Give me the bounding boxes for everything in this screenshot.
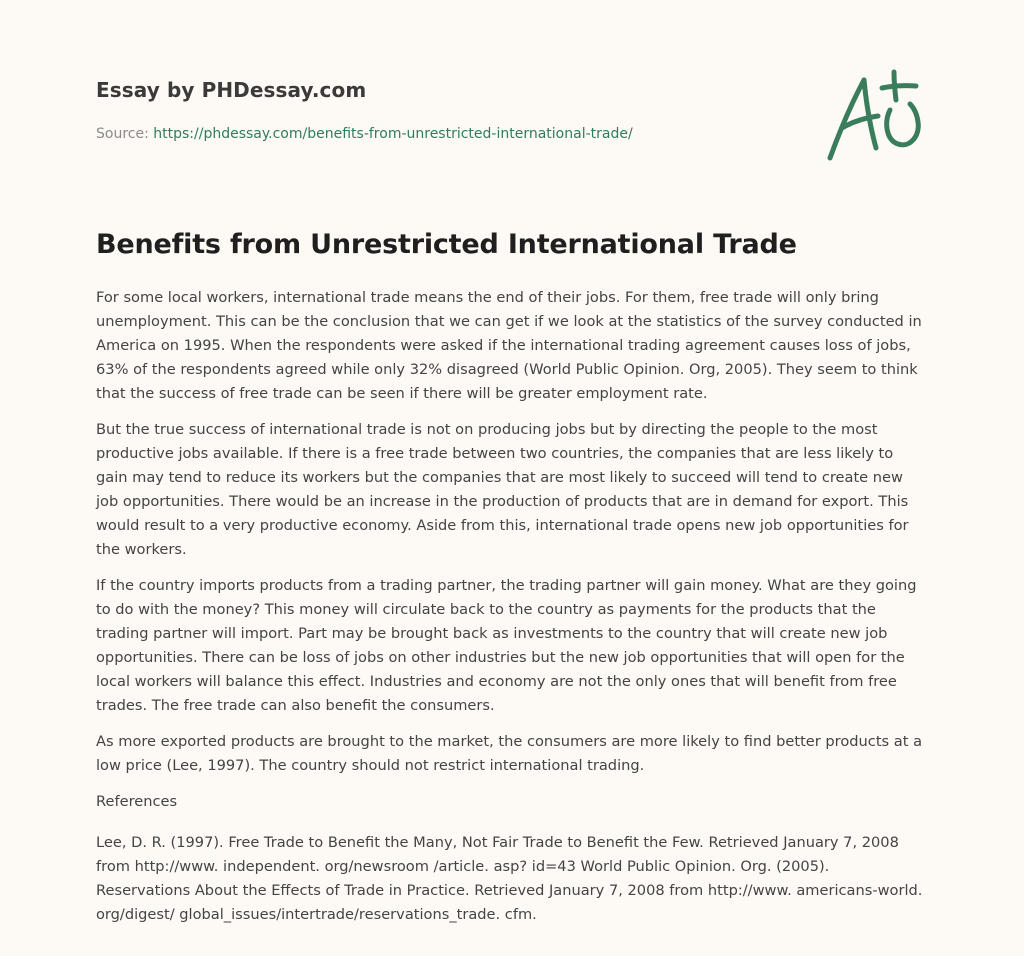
page-header [96, 76, 796, 144]
references-heading: References [96, 793, 178, 810]
source-link[interactable]: https://phdessay.com/benefits-from-unrestricted-international-trade/ [153, 126, 633, 142]
essay-paragraph: As more exported products are brought to the market, the consumers are more likely to find better products at a low price (Lee, 1997). The country should not restrict international trading. [96, 733, 923, 774]
reference-entry: Lee, D. R. (1997). Free Trade to Benefit the Many, Not Fair Trade to Benefit the Few. Retrieved January 7, 2008 from http://www. independent. org/newsroom /article. asp? id=43 World Public Opinion. Org. (2005). Reservations About the Effects of Trade in Practice. Retrieved January 7, 2008 from http://www. americans-world. org/digest/ global_issues/intertrade/reservations_trade. cfm. [96, 834, 923, 923]
source-line [96, 124, 796, 144]
essay-content [96, 226, 928, 927]
site-title: Essay by PHDessay.com [96, 78, 367, 102]
source-label: Source: [96, 126, 154, 142]
a-plus-logo-icon [820, 66, 930, 166]
essay-paragraph: But the true success of international trade is not on producing jobs but by directing the people to the most productive jobs available. If there is a free trade between two countries, the companies that are less likely to gain may tend to reduce its workers but the companies that are most likely to succeed will tend to create new job opportunities. There would be an increase in the production of products that are in demand for export. This would result to a very productive economy. Aside from this, international trade opens new job opportunities for the workers. [96, 421, 909, 558]
essay-body [96, 286, 928, 927]
essay-paragraph: If the country imports products from a trading partner, the trading partner will gain money. What are they going to do with the money? This money will circulate back to the country as payments for the products that the trading partner will import. Part may be brought back as investments to the country that will create new job opportunities. There can be loss of jobs on other industries but the new job opportunities that will open for the local workers will balance this effect. Industries and economy are not the only ones that will benefit from free trades. The free trade can also benefit the consumers. [96, 577, 917, 714]
essay-paragraph: For some local workers, international trade means the end of their jobs. For them, free trade will only bring unemployment. This can be the conclusion that we can get if we look at the statistics of the survey conducted in America on 1995. When the respondents were asked if the international trading agreement causes loss of jobs, 63% of the respondents agreed while only 32% disagreed (World Public Opinion. Org, 2005). They seem to think that the success of free trade can be seen if there will be greater employment rate. [96, 289, 922, 402]
essay-title: Benefits from Unrestricted International Trade [96, 229, 797, 260]
